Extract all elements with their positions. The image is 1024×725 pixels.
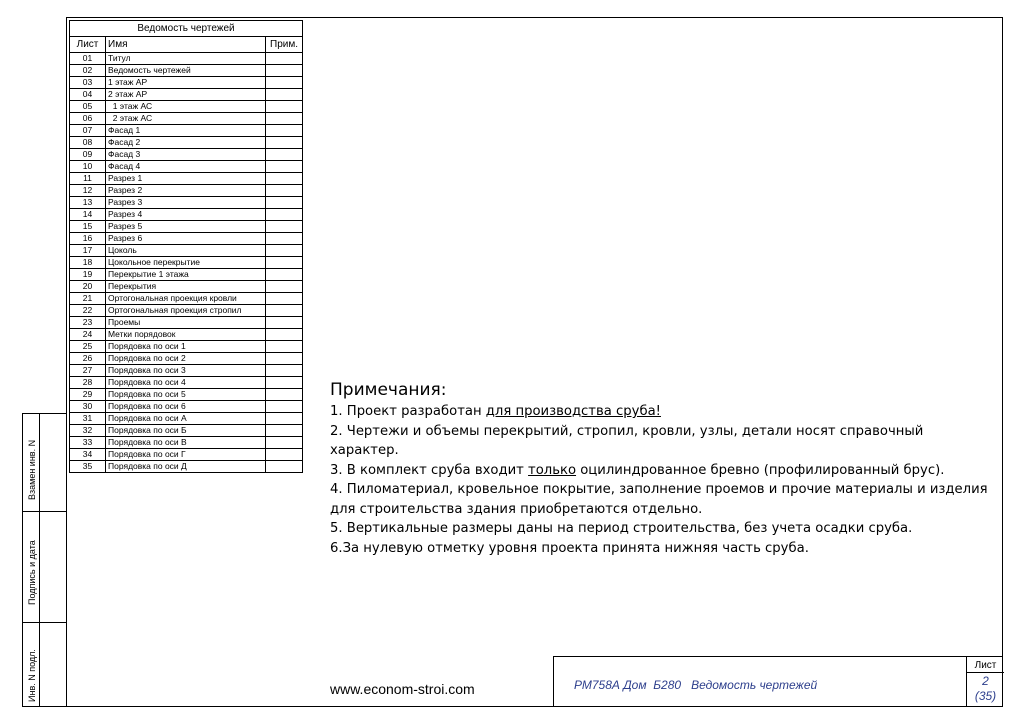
note-2: 2. Чертежи и объемы перекрытий, стропил, кровли, узлы, детали носят справочный характер. (330, 423, 924, 458)
sheet-note-cell (266, 173, 303, 185)
sheet-name-cell: Ортогональная проекция кровли (106, 293, 266, 305)
sheet-name-cell: Проемы (106, 317, 266, 329)
sheet-note-cell (266, 437, 303, 449)
sheet-note-cell (266, 137, 303, 149)
sheet-num-cell: 19 (70, 269, 106, 281)
table-row (70, 377, 303, 389)
sheet-num-cell: 14 (70, 209, 106, 221)
table-row (70, 65, 303, 77)
sheet-name-cell: 1 этаж АР (106, 77, 266, 89)
sheet-name-cell: Разрез 3 (106, 197, 266, 209)
sheet-name-cell: Порядовка по оси 5 (106, 389, 266, 401)
sheet-note-cell (266, 341, 303, 353)
table-row (70, 293, 303, 305)
sheet-note-cell (266, 461, 303, 473)
sheet-num-cell: 10 (70, 161, 106, 173)
sheet-name-cell: Разрез 5 (106, 221, 266, 233)
sheet-name-cell: Порядовка по оси В (106, 437, 266, 449)
sheet-num-cell: 18 (70, 257, 106, 269)
sheet-name-cell: Перекрытие 1 этажа (106, 269, 266, 281)
sheet-note-cell (266, 353, 303, 365)
note-3 (330, 461, 990, 481)
sheet-num-cell: 06 (70, 113, 106, 125)
sheet-note-cell (266, 425, 303, 437)
sheet-name-cell: Фасад 4 (106, 161, 266, 173)
sheet-num-cell: 25 (70, 341, 106, 353)
table-row (70, 305, 303, 317)
sheet-name-cell: Фасад 2 (106, 137, 266, 149)
sheet-num-cell: 15 (70, 221, 106, 233)
sheet-num-cell: 17 (70, 245, 106, 257)
note-3-text-end: оцилиндрованное бревно (профилированный брус). (576, 462, 945, 478)
sheet-num-cell: 33 (70, 437, 106, 449)
table-row (70, 365, 303, 377)
sheet-num-cell: 13 (70, 197, 106, 209)
side-stamp-inventory: Инв. N подл. (27, 649, 37, 702)
notes-block (330, 380, 990, 558)
sheet-note-cell (266, 401, 303, 413)
sheet-name-cell: Разрез 6 (106, 233, 266, 245)
sheet-name-cell: Порядовка по оси Д (106, 461, 266, 473)
sheet-name-cell: 2 этаж АР (106, 89, 266, 101)
side-stamp-signature: Подпись и дата (27, 540, 37, 605)
sheet-name-cell: Порядовка по оси 4 (106, 377, 266, 389)
table-row (70, 245, 303, 257)
table-row (70, 149, 303, 161)
table-row (70, 461, 303, 473)
sheet-num-cell: 27 (70, 365, 106, 377)
sheet-name-cell: Метки порядовок (106, 329, 266, 341)
sheet-name-cell: Порядовка по оси 1 (106, 341, 266, 353)
sheet-note-cell (266, 89, 303, 101)
sheet-name-cell: Разрез 4 (106, 209, 266, 221)
side-stamp-replaced: Взамен инв. N (27, 439, 37, 500)
table-row (70, 53, 303, 65)
title-block (553, 656, 1003, 707)
table-row (70, 101, 303, 113)
sheet-note-cell (266, 305, 303, 317)
table-row (70, 341, 303, 353)
sheet-note-cell (266, 161, 303, 173)
sheet-note-cell (266, 413, 303, 425)
sheet-note-cell (266, 257, 303, 269)
sheet-num-cell: 21 (70, 293, 106, 305)
website-url: www.econom-stroi.com (330, 681, 475, 697)
sheet-name-cell: Порядовка по оси 3 (106, 365, 266, 377)
sheet-num-cell: 35 (70, 461, 106, 473)
sheet-num-cell: 31 (70, 413, 106, 425)
sheet-num-cell: 22 (70, 305, 106, 317)
sheet-note-cell (266, 293, 303, 305)
sheet-num-cell: 20 (70, 281, 106, 293)
sheet-num-cell: 08 (70, 137, 106, 149)
sheet-name-cell: Ведомость чертежей (106, 65, 266, 77)
sheet-num-cell: 04 (70, 89, 106, 101)
sheet-note-cell (266, 65, 303, 77)
sheet-total: (35) (974, 689, 997, 703)
note-3-underlined: только (528, 462, 577, 478)
sheet-note-cell (266, 125, 303, 137)
table-row (70, 401, 303, 413)
sheet-list-table (69, 20, 303, 473)
table-row (70, 197, 303, 209)
sheet-num-cell: 01 (70, 53, 106, 65)
sheet-name-cell: Порядовка по оси 6 (106, 401, 266, 413)
sheet-name-cell: 1 этаж АС (106, 101, 266, 113)
sheet-num-cell: 09 (70, 149, 106, 161)
table-row (70, 389, 303, 401)
sheet-num-cell: 16 (70, 233, 106, 245)
sheet-label: Лист (967, 659, 1004, 673)
sheet-num-cell: 07 (70, 125, 106, 137)
sheet-num-cell: 23 (70, 317, 106, 329)
sheet-name-cell: Фасад 3 (106, 149, 266, 161)
table-row (70, 185, 303, 197)
note-1 (330, 402, 990, 422)
table-row (70, 257, 303, 269)
table-row (70, 329, 303, 341)
sheet-note-cell (266, 101, 303, 113)
note-1-underlined: для производства сруба! (485, 404, 661, 419)
sheet-num-cell: 12 (70, 185, 106, 197)
sheet-note-cell (266, 449, 303, 461)
note-3-text: 3. В комплект сруба входит (330, 462, 529, 478)
table-row (70, 425, 303, 437)
sheet-note-cell (266, 149, 303, 161)
sheet-name-cell: Цокольное перекрытие (106, 257, 266, 269)
table-row (70, 173, 303, 185)
table-row (70, 437, 303, 449)
sheet-note-cell (266, 233, 303, 245)
sheet-note-cell (266, 377, 303, 389)
sheet-num-cell: 05 (70, 101, 106, 113)
sheet-note-cell (266, 317, 303, 329)
sheet-num-cell: 02 (70, 65, 106, 77)
table-row (70, 89, 303, 101)
sheet-note-cell (266, 221, 303, 233)
table-row (70, 77, 303, 89)
table-row (70, 233, 303, 245)
table-row (70, 413, 303, 425)
sheet-name-cell: Разрез 1 (106, 173, 266, 185)
sheet-name-cell: 2 этаж АС (106, 113, 266, 125)
sheet-num-cell: 11 (70, 173, 106, 185)
note-6: 6.За нулевую отметку уровня проекта принята нижняя часть сруба. (330, 540, 809, 556)
sheet-list-body (70, 53, 303, 473)
sheet-note-cell (266, 209, 303, 221)
sheet-note-cell (266, 245, 303, 257)
sheet-list-caption: Ведомость чертежей (70, 21, 303, 37)
sheet-num-cell: 26 (70, 353, 106, 365)
sheet-name-cell: Порядовка по оси Г (106, 449, 266, 461)
column-header-name: Имя (106, 37, 266, 53)
title-block-description: РМ758А Дом Б280 Ведомость чертежей (574, 678, 818, 692)
table-row (70, 221, 303, 233)
sheet-num-cell: 30 (70, 401, 106, 413)
table-row (70, 113, 303, 125)
sheet-num-cell: 28 (70, 377, 106, 389)
table-row (70, 209, 303, 221)
sheet-num-cell: 32 (70, 425, 106, 437)
note-5: 5. Вертикальные размеры даны на период строительства, без учета осадки сруба. (330, 521, 913, 536)
note-1-text: 1. Проект разработан (330, 404, 486, 419)
sheet-note-cell (266, 269, 303, 281)
sheet-name-cell: Перекрытия (106, 281, 266, 293)
note-4b: для строительства здания приобретаются отдельно. (330, 501, 703, 517)
sheet-name-cell: Разрез 2 (106, 185, 266, 197)
sheet-note-cell (266, 365, 303, 377)
column-header-note: Прим. (266, 37, 303, 53)
sheet-name-cell: Порядовка по оси 2 (106, 353, 266, 365)
notes-title: Примечания: (330, 380, 447, 400)
sheet-note-cell (266, 113, 303, 125)
title-block-sheet-cell (966, 657, 1004, 706)
table-row (70, 353, 303, 365)
sheet-num-cell: 24 (70, 329, 106, 341)
table-row (70, 125, 303, 137)
sheet-note-cell (266, 389, 303, 401)
sheet-number: 2 (982, 674, 989, 688)
sheet-name-cell: Порядовка по оси А (106, 413, 266, 425)
table-row (70, 137, 303, 149)
sheet-num-cell: 34 (70, 449, 106, 461)
table-row (70, 161, 303, 173)
sheet-note-cell (266, 281, 303, 293)
sheet-name-cell: Титул (106, 53, 266, 65)
sheet-name-cell: Цоколь (106, 245, 266, 257)
table-row (70, 281, 303, 293)
table-row (70, 449, 303, 461)
sheet-note-cell (266, 53, 303, 65)
sheet-num-cell: 03 (70, 77, 106, 89)
sheet-name-cell: Фасад 1 (106, 125, 266, 137)
sheet-num-cell: 29 (70, 389, 106, 401)
note-4a: 4. Пиломатериал, кровельное покрытие, заполнение проемов и прочие материалы и изделия (330, 482, 988, 497)
sheet-note-cell (266, 329, 303, 341)
column-header-num: Лист (70, 37, 106, 53)
sheet-note-cell (266, 185, 303, 197)
sheet-note-cell (266, 77, 303, 89)
table-row (70, 269, 303, 281)
sheet-name-cell: Порядовка по оси Б (106, 425, 266, 437)
sheet-name-cell: Ортогональная проекция стропил (106, 305, 266, 317)
sheet-note-cell (266, 197, 303, 209)
table-row (70, 317, 303, 329)
